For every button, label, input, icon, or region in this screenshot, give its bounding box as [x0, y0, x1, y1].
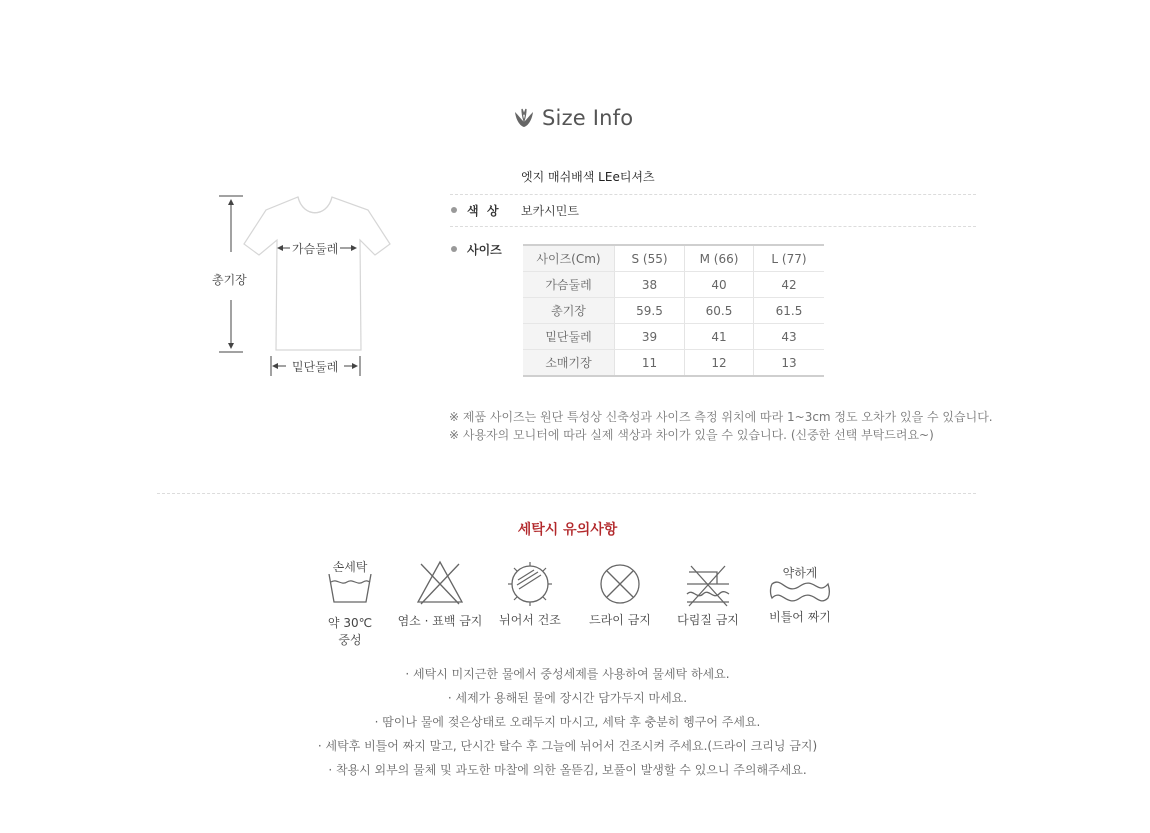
hand-wash-top-text: 손세탁: [332, 560, 368, 574]
divider: [450, 226, 976, 227]
page-title: Size Info: [542, 106, 634, 130]
dry-flat-icon: [505, 558, 555, 608]
table-row: [523, 298, 824, 324]
table-cell: 38: [615, 272, 685, 298]
table-cell: 40: [685, 272, 754, 298]
table-cell: 밑단둘레: [523, 324, 615, 350]
care-instruction: · 세탁시 미지근한 물에서 중성세제를 사용하여 물세탁 하세요.: [405, 667, 730, 681]
table-cell: 11: [615, 350, 685, 377]
table-cell: 60.5: [685, 298, 754, 324]
care-item-no-iron: [666, 558, 750, 628]
hand-wash-icon: [325, 574, 375, 604]
care-item-dry-flat: [490, 558, 570, 628]
table-header-row: [523, 245, 824, 272]
table-cell: 13: [754, 350, 825, 377]
care-item-gentle-wring: [758, 564, 842, 625]
no-dry-clean-icon: [595, 558, 645, 608]
size-note: ※ 제품 사이즈는 원단 특성상 신축성과 사이즈 측정 위치에 따라 1~3cm 정도 오차가 있을 수 있습니다.: [449, 410, 993, 424]
no-dry-clean-label: 드라이 금지: [589, 613, 651, 627]
no-bleach-icon: [415, 558, 465, 606]
care-instruction: · 세탁후 비틀어 짜지 말고, 단시간 탈수 후 그늘에 뉘어서 건조시켜 주세요.(드라이 크리닝 금지): [317, 739, 818, 753]
table-cell: 61.5: [754, 298, 825, 324]
table-row: [523, 272, 824, 298]
table-row: [523, 350, 824, 377]
table-cell: 소매기장: [523, 350, 615, 377]
size-label: 사이즈: [467, 243, 502, 257]
care-instruction: · 세제가 용해된 물에 장시간 담가두지 마세요.: [447, 691, 688, 705]
hand-wash-label-1: 약 30℃: [327, 616, 373, 630]
hand-wash-label-2: 중성: [338, 633, 362, 647]
no-iron-icon: [683, 558, 733, 608]
bullet-dot: [451, 246, 457, 252]
gentle-wring-icon: [768, 578, 832, 604]
divider: [450, 194, 976, 195]
table-header-cell: L (77): [754, 245, 825, 272]
table-cell: 가슴둘레: [523, 272, 615, 298]
dry-flat-label: 뉘어서 건조: [499, 613, 561, 627]
chest-dimension-label: 가슴둘레: [292, 242, 339, 256]
no-iron-label: 다림질 금지: [677, 613, 739, 627]
section-divider: [157, 493, 976, 494]
table-cell: 12: [685, 350, 754, 377]
table-cell: 43: [754, 324, 825, 350]
table-cell: 39: [615, 324, 685, 350]
hem-dimension-label: 밑단둘레: [292, 360, 339, 374]
color-value: 보카시민트: [521, 204, 579, 218]
product-name: 엣지 매쉬배색 LEe티셔츠: [521, 170, 655, 184]
gentle-wring-label: 비틀어 짜기: [769, 610, 831, 624]
brand-logo-icon: [512, 106, 536, 130]
size-table: [523, 244, 824, 377]
washing-title: 세탁시 유의사항: [517, 522, 618, 538]
table-cell: 59.5: [615, 298, 685, 324]
table-cell: 총기장: [523, 298, 615, 324]
color-note: ※ 사용자의 모니터에 따라 실제 색상과 차이가 있을 수 있습니다. (신중한 선택 부탁드려요~): [449, 428, 934, 442]
garment-diagram: [210, 190, 410, 380]
size-info-header: [512, 106, 633, 130]
table-cell: 42: [754, 272, 825, 298]
care-instruction: · 땀이나 물에 젖은상태로 오래두지 마시고, 세탁 후 충분히 헹구어 주세요.: [374, 715, 761, 729]
care-item-no-bleach: [390, 558, 490, 629]
gentle-wring-top-text: 약하게: [782, 566, 818, 580]
bullet-dot: [451, 207, 457, 213]
no-bleach-label: 염소 · 표백 금지: [397, 614, 483, 628]
table-header-cell: 사이즈(Cm): [523, 245, 615, 272]
table-row: [523, 324, 824, 350]
care-item-no-dry-clean: [578, 558, 662, 628]
color-label: 색 상: [467, 204, 499, 218]
length-dimension-label: 총기장: [212, 273, 247, 287]
table-header-cell: M (66): [685, 245, 754, 272]
care-item-hand-wash: [315, 558, 385, 648]
care-instruction: · 착용시 외부의 물체 및 과도한 마찰에 의한 올뜯김, 보풀이 발생할 수 있으니 주의해주세요.: [328, 763, 807, 777]
table-header-cell: S (55): [615, 245, 685, 272]
table-cell: 41: [685, 324, 754, 350]
